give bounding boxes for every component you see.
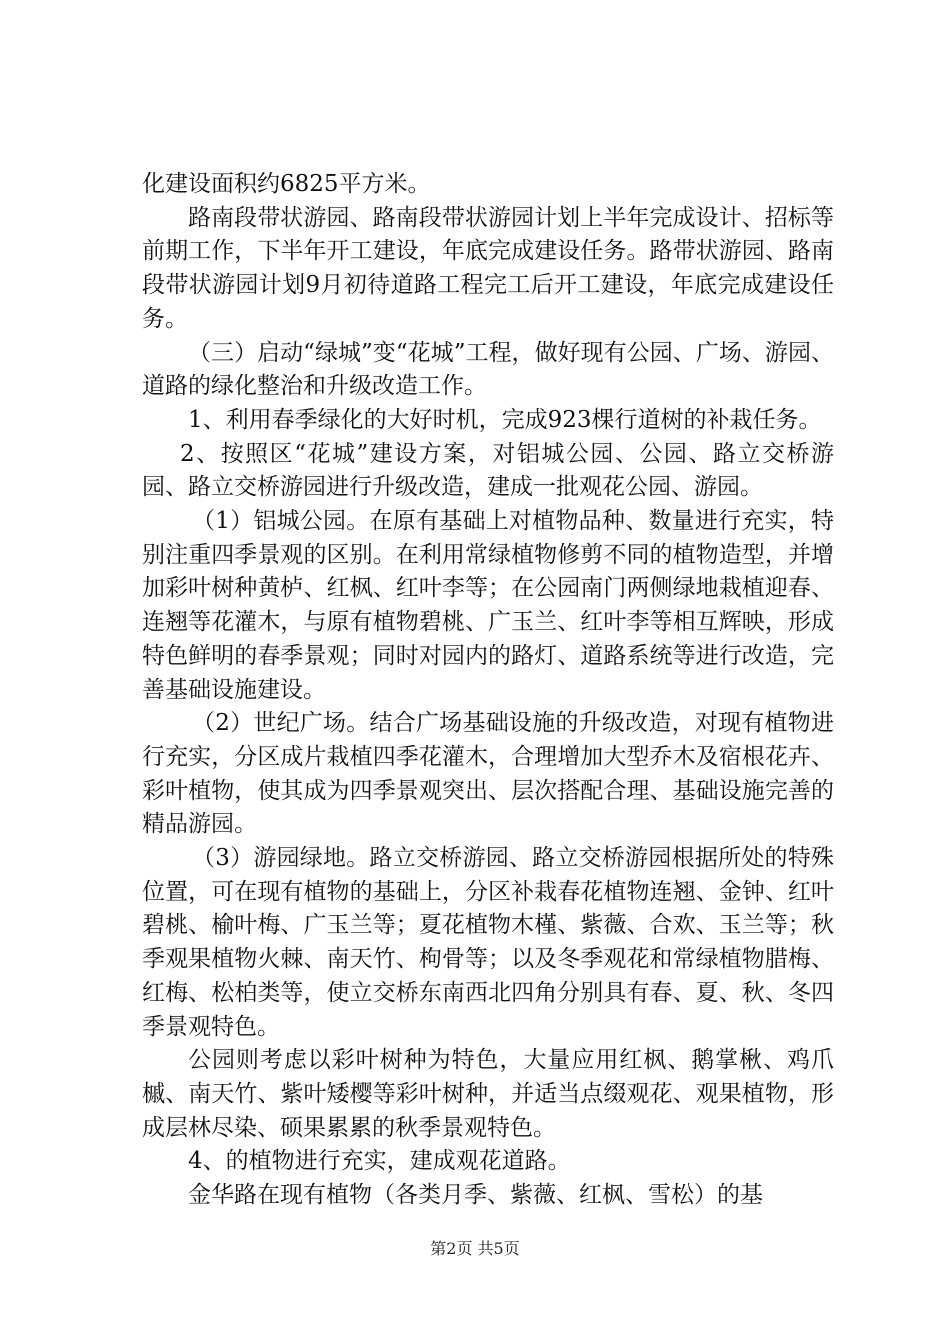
paragraph-6: （1）铝城公园。在原有基础上对植物品种、数量进行充实，特别注重四季景观的区别。在利用常绿植物修剪不同的植物造型，并增加彩叶树种黄栌、红枫、红叶李等；在公园南门两侧绿地栽植迎春、连翘等花灌木，与原有植物碧桃、广玉兰、红叶李等相互辉映，形成特色鲜明的春季景观；同时对园内的路灯、道路系统等进行改造，完善基础设施建设。 [142,508,834,703]
paragraph-9: 公园则考虑以彩叶树种为特色，大量应用红枫、鹅掌楸、鸡爪槭、南天竹、紫叶矮樱等彩叶树种，并适当点缀观花、观果植物，形成层林尽染、硕果累累的秋季景观特色。 [142,1047,834,1141]
paragraph-10: 4、的植物进行充实，建成观花道路。 [188,1148,571,1175]
paragraph-2: 路南段带状游园、路南段带状游园计划上半年完成设计、招标等前期工作，下半年开工建设，年底完成建设任务。路带状游园、路南段带状游园计划9月初待道路工程完工后开工建设，年底完成建设任务。 [142,204,834,332]
paragraph-7: （2）世纪广场。结合广场基础设施的升级改造，对现有植物进行充实，分区成片栽植四季花灌木，合理增加大型乔木及宿根花卉、彩叶植物，使其成为四季景观突出、层次搭配合理、基础设施完善的精品游园。 [142,710,834,838]
document-body [142,168,834,1213]
page-footer: 第2页 共5页 [430,1239,520,1258]
paragraph-8: （3）游园绿地。路立交桥游园、路立交桥游园根据所处的特殊位置，可在现有植物的基础上，分区补栽春花植物连翘、金钟、红叶碧桃、榆叶梅、广玉兰等；夏花植物木槿、紫薇、合欢、玉兰等；秋季观果植物火棘、南天竹、枸骨等；以及冬季观花和常绿植物腊梅、红梅、松柏类等，使立交桥东南西北四角分别具有春、夏、秋、冬四季景观特色。 [142,845,834,1040]
paragraph-1: 化建设面积约6825平方米。 [142,171,431,197]
paragraph-4: 1、利用春季绿化的大好时机，完成923棵行道树的补栽任务。 [188,406,822,433]
paragraph-3: （三）启动“绿城”变“花城”工程，做好现有公园、广场、游园、道路的绿化整治和升级改造工作。 [142,339,834,400]
paragraph-11: 金华路在现有植物（各类月季、紫薇、红枫、雪松）的基 [188,1182,763,1209]
paragraph-5: 2、按照区“花城”建设方案，对铝城公园、公园、路立交桥游园、路立交桥游园进行升级改造，建成一批观花公园、游园。 [142,440,834,501]
